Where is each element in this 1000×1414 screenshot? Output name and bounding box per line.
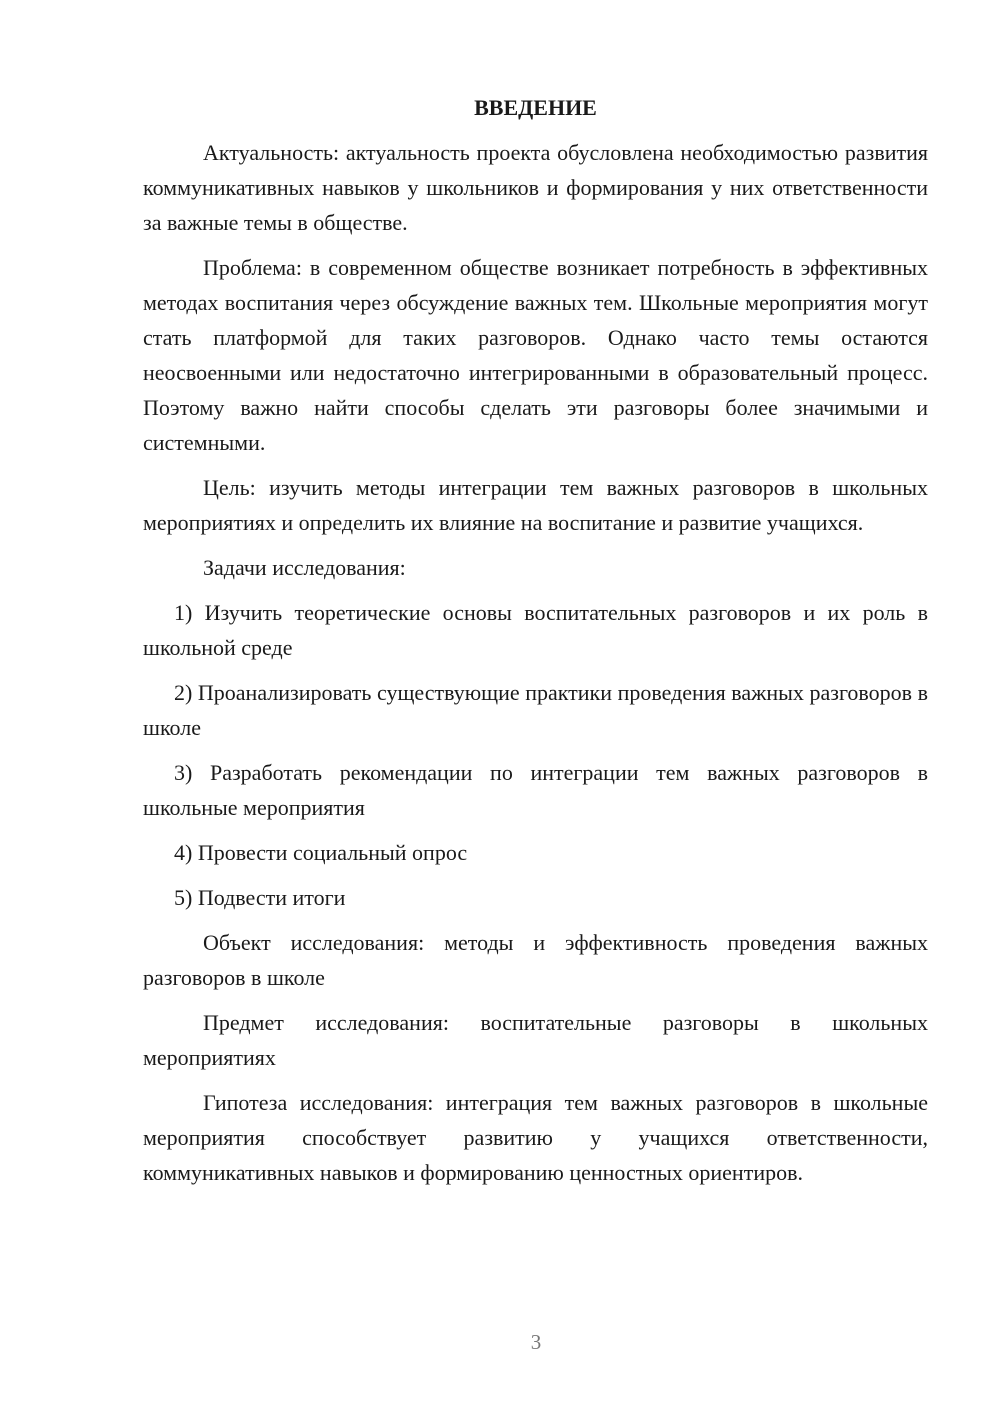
task-item-5: 5) Подвести итоги [174,885,346,910]
task-item-3: 3) Разработать рекомендации по интеграции тем важных разговоров в школьные мероприятия [143,760,928,820]
page-number: 3 [530,1330,542,1354]
paragraph-hypothesis: Гипотеза исследования: интеграция тем важных разговоров в школьные мероприятия способствует развитию у учащихся ответственности, коммуникативных навыков и формированию ценностных ориентиров. [143,1090,928,1185]
task-item-2: 2) Проанализировать существующие практики проведения важных разговоров в школе [143,680,928,740]
task-item-4: 4) Провести социальный опрос [174,840,468,865]
paragraph-subject: Предмет исследования: воспитательные разговоры в школьных мероприятиях [143,1010,928,1070]
task-item-1: 1) Изучить теоретические основы воспитательных разговоров и их роль в школьной среде [143,600,928,660]
paragraph-relevance: Актуальность: актуальность проекта обусловлена необходимостью развития коммуникативных навыков у школьников и формирования у них ответственности за важные темы в обществе. [143,140,928,235]
paragraph-goal: Цель: изучить методы интеграции тем важных разговоров в школьных мероприятиях и определить их влияние на воспитание и развитие учащихся. [143,475,928,535]
section-title: ВВЕДЕНИЕ [474,95,597,120]
paragraph-object: Объект исследования: методы и эффективность проведения важных разговоров в школе [143,930,928,990]
tasks-heading: Задачи исследования: [203,555,406,580]
paragraph-problem: Проблема: в современном обществе возникает потребность в эффективных методах воспитания через обсуждение важных тем. Школьные мероприятия могут стать платформой для таких разговоров. Однако часто темы остаются неосвоенными или недостаточно интегрированными в образовательный процесс. Поэтому важно найти способы сделать эти разговоры более значимыми и системными. [143,255,928,455]
page-content [143,90,928,1200]
